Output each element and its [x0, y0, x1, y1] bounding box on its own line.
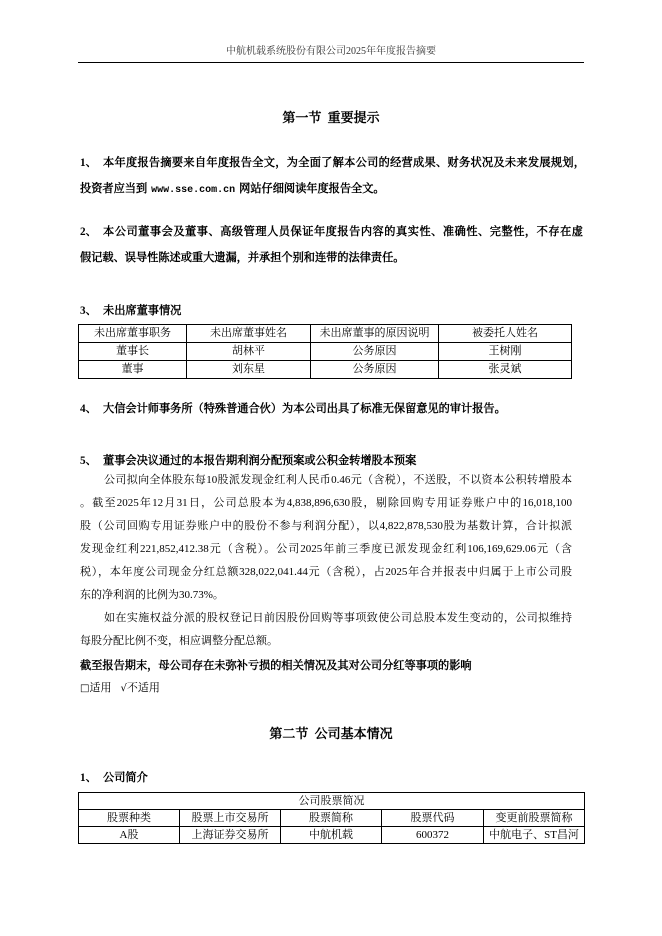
table-header-cell: 未出席董事姓名 — [187, 325, 311, 343]
dividend-paragraph-line: 公司拟向全体股东每10股派发现金红利人民币0.46元（含税），不送股，不以资本公积转增股本 — [104, 474, 572, 486]
item-1-line-2-suffix: 网站仔细阅读年度报告全文。 — [239, 183, 385, 195]
item-4-number: 4、 — [80, 403, 97, 415]
table-cell: 张灵斌 — [439, 361, 572, 379]
item-1-line-1: 本年度报告摘要来自年度报告全文，为全面了解本公司的经营成果、财务状况及未来发展规划， — [103, 157, 585, 169]
checkbox-empty-icon: □ — [80, 683, 90, 694]
item-5-number: 5、 — [80, 455, 97, 467]
table-cell: 中航电子、ST昌河 — [484, 827, 585, 844]
dividend-paragraph-line: 发现金红利221,852,412.38元（含税）。公司2025年前三季度已派发现金红利106,169,629.06元（含 — [80, 543, 572, 555]
table-header-cell: 股票简称 — [281, 810, 382, 827]
section-2-title: 第二节 公司基本情况 — [269, 726, 393, 741]
section-2-item-1-title: 公司简介 — [103, 772, 148, 784]
table-cell: 王树刚 — [439, 343, 572, 361]
dividend-paragraph-line: 东的净利润的比例为30.73%。 — [80, 589, 224, 601]
section-1-title: 第一节 重要提示 — [282, 110, 380, 125]
dividend-paragraph-line: 税），本年度公司现金分红总额328,022,041.44元（含税），占2025年合并报表中归属于上市公司股 — [80, 566, 572, 578]
table-cell: 600372 — [382, 827, 484, 844]
item-3-number: 3、 — [80, 305, 97, 317]
item-3-title: 未出席董事情况 — [103, 305, 182, 317]
website-url: www.sse.com.cn — [151, 185, 236, 196]
uncovered-loss-note: 截至报告期末，母公司存在未弥补亏损的相关情况及其对公司分红等事项的影响 — [80, 660, 472, 672]
dividend-paragraph-line: 股（公司回购专用证券账户中的股份不参与利润分配），以4,822,878,530股为基数计算，合计拟派 — [80, 520, 572, 532]
table-caption-row — [79, 793, 585, 810]
applicability-options — [80, 680, 160, 696]
table-row — [79, 361, 572, 379]
table-cell: 刘东星 — [187, 361, 311, 379]
item-1-line-2 — [80, 181, 385, 197]
table-header-cell: 股票代码 — [382, 810, 484, 827]
table-row — [79, 827, 585, 844]
table-cell: 公务原因 — [311, 361, 439, 379]
absent-directors-table — [78, 324, 572, 379]
table-cell: 董事长 — [79, 343, 187, 361]
dividend-paragraph-line: 。截至2025年12月31日，公司总股本为4,838,896,630股，剔除回购专用证券账户中的16,018,100 — [80, 497, 572, 509]
table-cell: 中航机载 — [281, 827, 382, 844]
item-1-line-2-prefix: 投资者应当到 — [80, 183, 148, 195]
table-header-row — [79, 810, 585, 827]
table-cell: A股 — [79, 827, 180, 844]
table-header-cell: 未出席董事职务 — [79, 325, 187, 343]
table-header-row — [79, 325, 572, 343]
table-header-cell: 未出席董事的原因说明 — [311, 325, 439, 343]
table-cell: 董事 — [79, 361, 187, 379]
table-row — [79, 343, 572, 361]
table-header-cell: 被委托人姓名 — [439, 325, 572, 343]
table-cell: 胡林平 — [187, 343, 311, 361]
option-applicable-label: 适用 — [89, 682, 112, 694]
stock-info-table — [78, 792, 585, 844]
adjustment-paragraph-line: 如在实施权益分派的股权登记日前因股份回购等事项致使公司总股本发生变动的，公司拟维持 — [104, 612, 572, 624]
section-2-item-1-number: 1、 — [80, 772, 97, 784]
option-not-applicable-label: 不适用 — [126, 682, 160, 694]
table-cell: 公务原因 — [311, 343, 439, 361]
item-2-line-1: 本公司董事会及董事、高级管理人员保证年度报告内容的真实性、准确性、完整性，不存在虚 — [103, 226, 583, 238]
table-header-cell: 股票上市交易所 — [180, 810, 281, 827]
item-2-line-2: 假记载、误导性陈述或重大遗漏，并承担个别和连带的法律责任。 — [80, 252, 405, 264]
item-5-title: 董事会决议通过的本报告期利润分配预案或公积金转增股本预案 — [103, 455, 417, 467]
table-header-cell: 变更前股票简称 — [484, 810, 585, 827]
header-rule — [78, 62, 584, 63]
table-header-cell: 股票种类 — [79, 810, 180, 827]
adjustment-paragraph-line: 每股分配比例不变，相应调整分配总额。 — [80, 635, 278, 647]
table-cell: 上海证券交易所 — [180, 827, 281, 844]
table-caption-cell: 公司股票简况 — [79, 793, 585, 810]
item-1-number: 1、 — [80, 157, 97, 169]
checkmark-icon: √ — [120, 683, 127, 694]
item-4-text: 大信会计师事务所（特殊普通合伙）为本公司出具了标准无保留意见的审计报告。 — [103, 403, 506, 415]
item-2-number: 2、 — [80, 226, 97, 238]
running-header: 中航机载系统股份有限公司2025年年度报告摘要 — [226, 46, 436, 57]
